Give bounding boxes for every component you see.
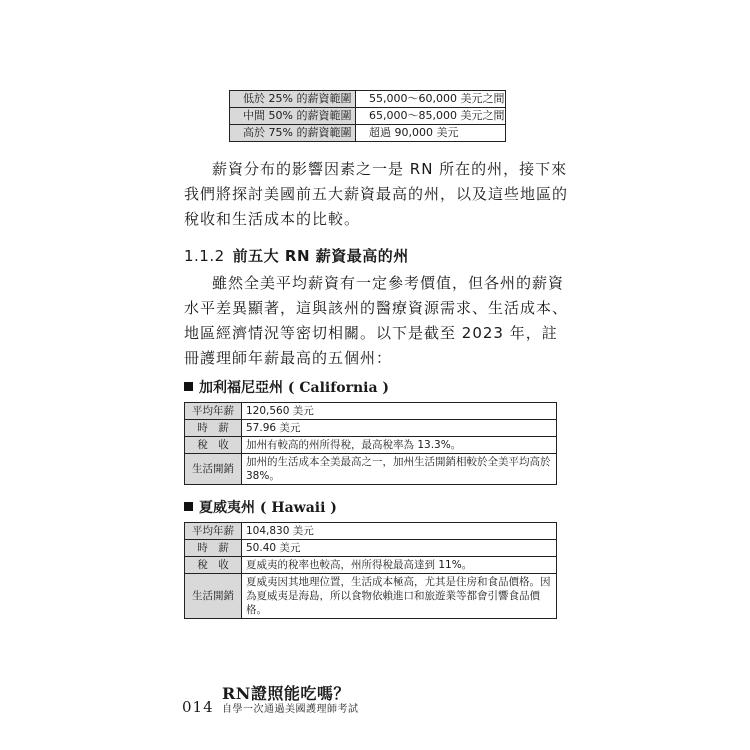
salary-range-label: 低於 25% 的薪資範圍 (230, 91, 356, 108)
row-key: 平均年薪 (185, 523, 242, 540)
row-value: 夏威夷的稅率也較高，州所得稅最高達到 11%。 (242, 557, 557, 574)
square-bullet-icon (184, 382, 193, 391)
section-number: 1.1.2 (184, 247, 225, 265)
salary-range-value: 超過 90,000 美元 (356, 125, 506, 142)
page-number: 014 (182, 698, 214, 716)
table-row (185, 437, 557, 454)
intro-paragraph: 薪資分布的影響因素之一是 RN 所在的州，接下來我們將探討美國前五大薪資最高的州，以及這些地區的稅收和生活成本的比較。 (184, 160, 569, 228)
row-key: 生活開銷 (185, 454, 242, 485)
row-value: 104,830 美元 (242, 523, 557, 540)
table-row (185, 420, 557, 437)
table-row (185, 557, 557, 574)
table-row (230, 91, 506, 108)
salary-range-table (229, 90, 506, 142)
square-bullet-icon (184, 502, 193, 511)
hawaii-heading (184, 497, 337, 517)
row-key: 時 薪 (185, 540, 242, 557)
table-row (185, 454, 557, 485)
row-key: 稅 收 (185, 437, 242, 454)
row-value: 57.96 美元 (242, 420, 557, 437)
california-table (184, 402, 557, 485)
row-key: 稅 收 (185, 557, 242, 574)
table-row (185, 523, 557, 540)
book-title: RN證照能吃嗎？ (222, 684, 350, 703)
california-title: 加利福尼亞州 ( California ) (199, 380, 390, 396)
hawaii-title: 夏威夷州 ( Hawaii ) (199, 500, 337, 516)
salary-range-value: 65,000～85,000 美元之間 (356, 108, 506, 125)
salary-range-label: 中間 50% 的薪資範圍 (230, 108, 356, 125)
row-value: 50.40 美元 (242, 540, 557, 557)
hawaii-table (184, 522, 557, 619)
row-key: 平均年薪 (185, 403, 242, 420)
section-paragraph: 雖然全美平均薪資有一定參考價值，但各州的薪資水平差異顯著，這與該州的醫療資源需求、生活成本、地區經濟情況等密切相關。以下是截至 2023 年，註冊護理師年薪最高的五個州： (184, 274, 569, 367)
row-key: 時 薪 (185, 420, 242, 437)
table-row (230, 108, 506, 125)
salary-range-label: 高於 75% 的薪資範圍 (230, 125, 356, 142)
row-key: 生活開銷 (185, 574, 242, 619)
salary-range-value: 55,000～60,000 美元之間 (356, 91, 506, 108)
row-value: 120,560 美元 (242, 403, 557, 420)
table-row (230, 125, 506, 142)
california-heading (184, 377, 389, 397)
row-value: 加州有較高的州所得稅，最高稅率為 13.3%。 (242, 437, 557, 454)
table-row (185, 574, 557, 619)
table-row (185, 403, 557, 420)
table-row (185, 540, 557, 557)
row-value: 加州的生活成本全美最高之一，加州生活開銷相較於全美平均高於 38%。 (242, 454, 557, 485)
row-value: 夏威夷因其地理位置，生活成本極高，尤其是住房和食品價格。因為夏威夷是海島，所以食物依賴進口和旅遊業等都會引響食品價格。 (242, 574, 557, 619)
section-title: 前五大 RN 薪資最高的州 (232, 247, 409, 265)
section-heading (184, 245, 409, 266)
book-subtitle: 自學一次通過美國護理師考試 (222, 704, 359, 715)
